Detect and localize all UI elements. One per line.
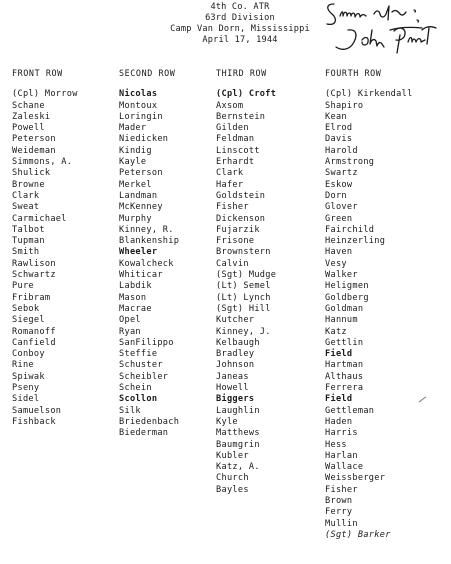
name-entry: (Cpl) Croft [216, 89, 277, 100]
name-entry: Green [325, 213, 353, 224]
name-entry: Pseny [12, 383, 40, 394]
name-entry: Schein [119, 383, 152, 394]
name-entry: Briedenbach [119, 416, 180, 427]
name-entry: (Sgt) Barker [325, 529, 391, 540]
fourth-row-heading: FOURTH ROW [325, 68, 382, 78]
name-entry: Harris [325, 428, 358, 439]
name-entry: Biggers [216, 394, 255, 405]
name-entry: Steffie [119, 349, 158, 360]
name-entry: Carmichael [12, 213, 67, 224]
division-line: 63rd Division [205, 13, 275, 23]
name-entry: Dickenson [216, 213, 266, 224]
name-entry: Macrae [119, 303, 152, 314]
name-entry: Wheeler [119, 247, 158, 258]
name-entry: Ryan [119, 326, 141, 337]
company-line: 4th Co. ATR [210, 2, 270, 12]
name-entry: Smith [12, 247, 40, 258]
name-entry: Kowalcheck [119, 258, 174, 269]
name-entry: Haden [325, 416, 353, 427]
name-entry: Harlan [325, 450, 358, 461]
name-entry: Siegel [12, 315, 45, 326]
name-entry: Hannum [325, 315, 358, 326]
name-entry: Whiticar [119, 270, 163, 281]
name-entry: Bernstein [216, 111, 266, 122]
name-entry: Gilden [216, 123, 249, 134]
name-entry: (Lt) Semel [216, 281, 271, 292]
front-row-names [12, 89, 78, 428]
name-entry: (Cpl) Morrow [12, 89, 78, 100]
name-entry: Laughlin [216, 405, 260, 416]
name-entry: Sidel [12, 394, 40, 405]
name-entry: Spiwak [12, 371, 45, 382]
name-entry: Heinzerling [325, 236, 386, 247]
name-entry: Bradley [216, 349, 255, 360]
name-entry: Nicolas [119, 89, 158, 100]
name-entry: Rine [12, 360, 34, 371]
name-entry: Kutcher [216, 315, 255, 326]
name-entry: Romanoff [12, 326, 56, 337]
fourth-row-column [325, 68, 413, 541]
name-entry: Church [216, 473, 249, 484]
name-entry: Baumgrin [216, 439, 260, 450]
name-entry: Althaus [325, 371, 364, 382]
name-entry: Merkel [119, 179, 152, 190]
name-entry: Kyle [216, 416, 238, 427]
date-line: April 17, 1944 [202, 35, 278, 45]
name-entry: Opel [119, 315, 141, 326]
name-entry: Hess [325, 439, 347, 450]
name-entry: Scheibler [119, 371, 169, 382]
name-entry: Kindig [119, 145, 152, 156]
third-row-heading: THIRD ROW [216, 68, 267, 78]
name-entry: Schuster [119, 360, 163, 371]
name-entry: Simmons, A. [12, 157, 73, 168]
name-entry: Schwartz [12, 270, 56, 281]
name-entry: Tupman [12, 236, 45, 247]
name-entry: Gettleman [325, 405, 375, 416]
name-entry: Swartz [325, 168, 358, 179]
name-entry: Kean [325, 111, 347, 122]
name-entry: Niedicken [119, 134, 169, 145]
name-entry: Vesy [325, 258, 347, 269]
name-entry: Browne [12, 179, 45, 190]
name-entry: Landman [119, 190, 158, 201]
second-row-names [119, 89, 179, 439]
name-entry: Weissberger [325, 473, 386, 484]
name-entry: Calvin [216, 258, 249, 269]
name-entry: (Sgt) Mudge [216, 270, 277, 281]
name-entry: Bayles [216, 484, 249, 495]
name-entry: Biederman [119, 428, 169, 439]
name-entry: Loringin [119, 111, 163, 122]
name-entry: Katz [325, 326, 347, 337]
name-entry: (Sgt) Hill [216, 303, 271, 314]
name-entry: McKenney [119, 202, 163, 213]
name-entry: Weideman [12, 145, 56, 156]
name-entry: Dorn [325, 190, 347, 201]
name-entry: Zaleski [12, 111, 51, 122]
name-entry: Howell [216, 383, 249, 394]
name-entry: Walker [325, 270, 358, 281]
second-row-column [119, 68, 179, 440]
name-entry: Goldberg [325, 292, 369, 303]
name-entry: Peterson [12, 134, 56, 145]
name-entry: Elrod [325, 123, 353, 134]
name-entry: Feldman [216, 134, 255, 145]
name-entry: Eskow [325, 179, 353, 190]
name-entry: Shulick [12, 168, 51, 179]
name-entry: Heligmen [325, 281, 369, 292]
handwritten-signature [322, 0, 450, 60]
name-entry: Pure [12, 281, 34, 292]
name-entry: Blankenship [119, 236, 180, 247]
name-entry: Kayle [119, 157, 147, 168]
name-entry: Rawlison [12, 258, 56, 269]
name-entry: Kelbaugh [216, 337, 260, 348]
name-entry: Fribram [12, 292, 51, 303]
fourth-row-names [325, 89, 413, 541]
name-entry: Brown [325, 495, 353, 506]
name-entry: Shapiro [325, 100, 364, 111]
name-entry: Matthews [216, 428, 260, 439]
name-entry: Janeas [216, 371, 249, 382]
name-entry: Ferrera [325, 383, 364, 394]
name-entry: Frisone [216, 236, 255, 247]
front-row-column [12, 68, 78, 428]
name-entry: Davis [325, 134, 353, 145]
name-entry: Goldstein [216, 190, 266, 201]
name-entry: SanFilippo [119, 337, 174, 348]
front-row-heading: FRONT ROW [12, 68, 63, 78]
name-entry: Harold [325, 145, 358, 156]
name-entry: Field [325, 394, 353, 405]
document-header [170, 2, 310, 46]
name-entry: Montoux [119, 100, 158, 111]
location-line: Camp Van Dorn, Mississippi [170, 24, 310, 34]
name-entry: Goldman [325, 303, 364, 314]
name-entry: Mader [119, 123, 147, 134]
name-entry: Fisher [325, 484, 358, 495]
name-entry: Peterson [119, 168, 163, 179]
name-entry: Mullin [325, 518, 358, 529]
name-entry: Scollon [119, 394, 158, 405]
name-entry: Samuelson [12, 405, 62, 416]
name-entry: Conboy [12, 349, 45, 360]
name-entry: Sebok [12, 303, 40, 314]
name-entry: Fishback [12, 416, 56, 427]
name-entry: Brownstern [216, 247, 271, 258]
name-entry: Glover [325, 202, 358, 213]
name-entry: Sweat [12, 202, 40, 213]
second-row-heading: SECOND ROW [119, 68, 176, 78]
name-entry: Axsom [216, 100, 244, 111]
name-entry: Johnson [216, 360, 255, 371]
name-entry: Ferry [325, 507, 353, 518]
ink-speck [418, 396, 428, 404]
name-entry: Clark [216, 168, 244, 179]
name-entry: Kinney, J. [216, 326, 271, 337]
name-entry: Schane [12, 100, 45, 111]
name-entry: Fujarzik [216, 224, 260, 235]
name-entry: Kinney, R. [119, 224, 174, 235]
name-entry: Kubler [216, 450, 249, 461]
third-row-column [216, 68, 276, 496]
name-entry: Labdik [119, 281, 152, 292]
name-entry: Talbot [12, 224, 45, 235]
name-entry: Erhardt [216, 157, 255, 168]
name-entry: Clark [12, 190, 40, 201]
name-entry: Hartman [325, 360, 364, 371]
name-entry: Murphy [119, 213, 152, 224]
name-entry: Fisher [216, 202, 249, 213]
name-entry: Wallace [325, 462, 364, 473]
name-entry: Haven [325, 247, 353, 258]
name-entry: Field [325, 349, 353, 360]
name-entry: Linscott [216, 145, 260, 156]
name-entry: Powell [12, 123, 45, 134]
name-entry: Armstrong [325, 157, 375, 168]
name-entry: Katz, A. [216, 462, 260, 473]
name-entry: Silk [119, 405, 141, 416]
name-entry: (Lt) Lynch [216, 292, 271, 303]
name-entry: (Cpl) Kirkendall [325, 89, 413, 100]
name-entry: Mason [119, 292, 147, 303]
name-entry: Gettlin [325, 337, 364, 348]
name-entry: Hafer [216, 179, 244, 190]
third-row-names [216, 89, 276, 496]
name-entry: Canfield [12, 337, 56, 348]
name-entry: Fairchild [325, 224, 375, 235]
